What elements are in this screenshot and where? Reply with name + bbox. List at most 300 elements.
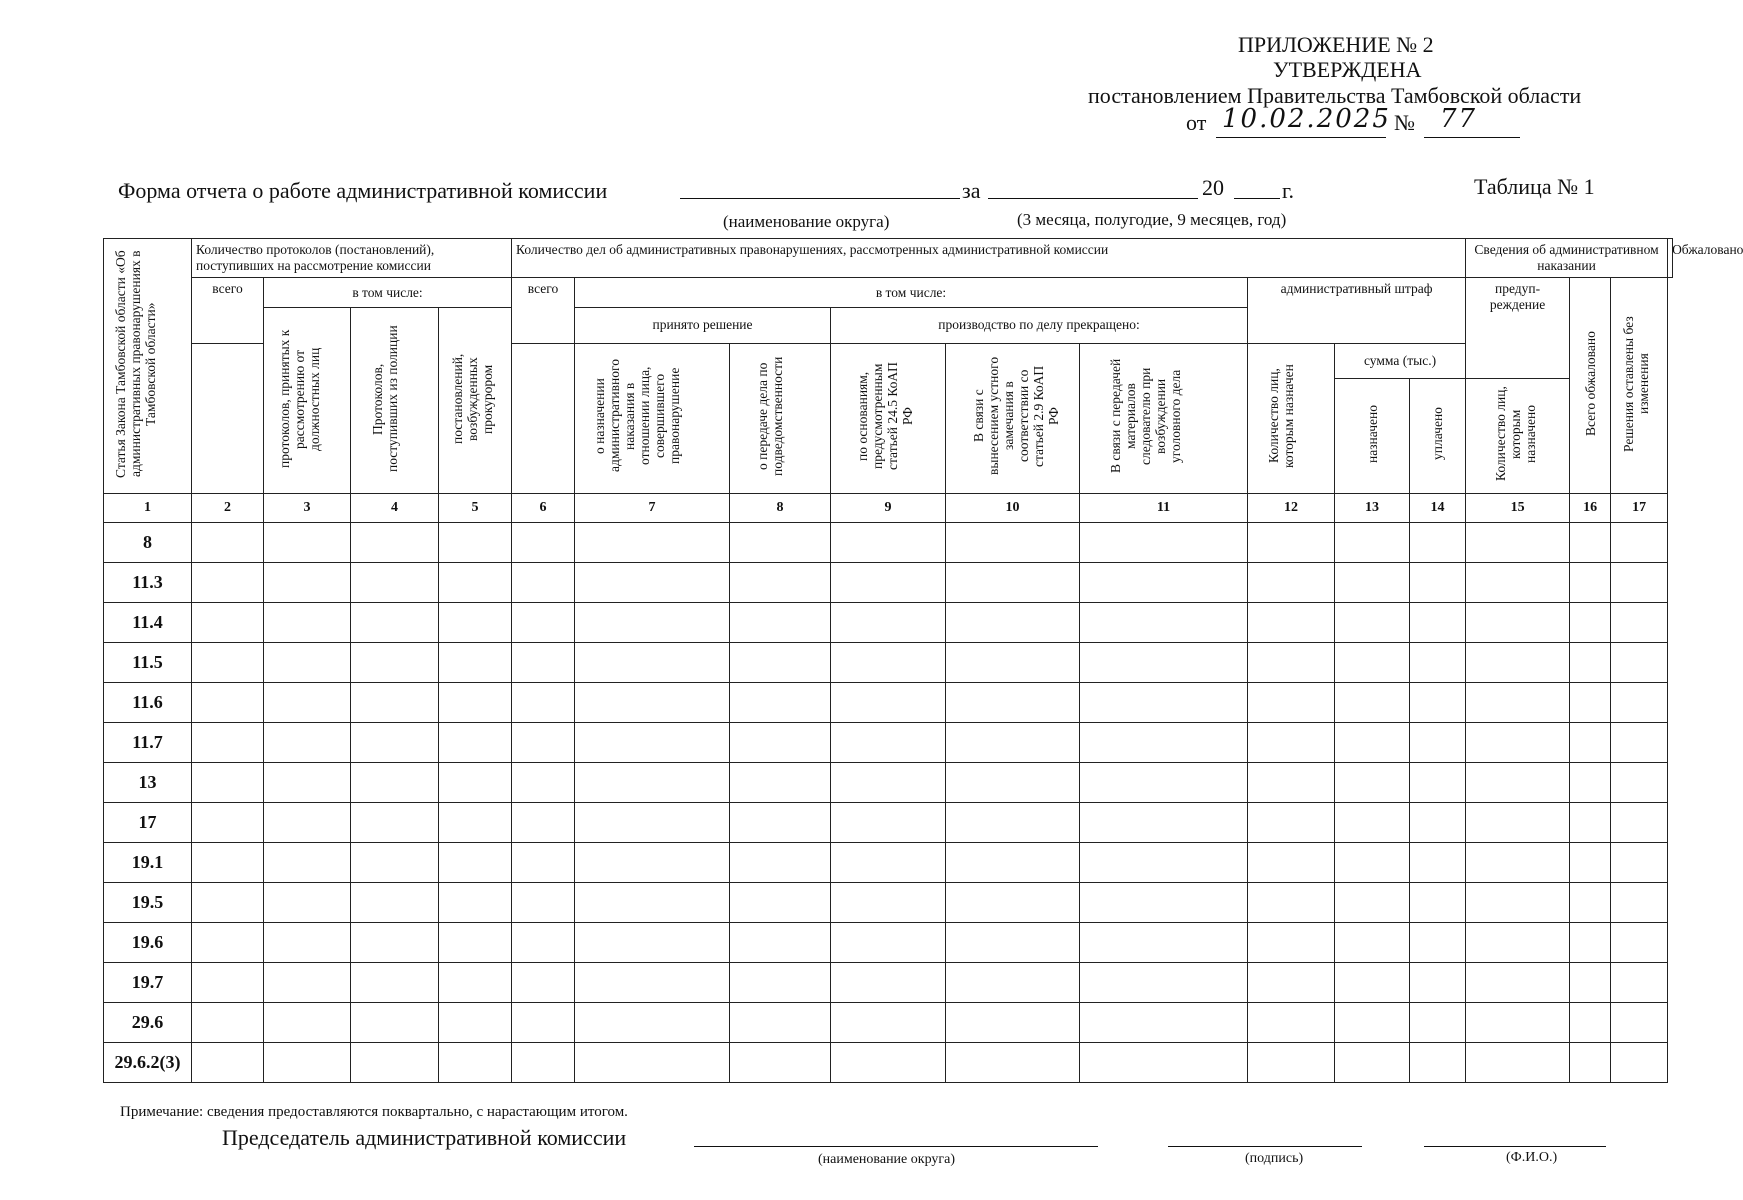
data-cell[interactable] [1466,883,1570,923]
c14-cell [1410,379,1466,494]
data-cell[interactable] [264,523,351,563]
data-cell[interactable] [1466,603,1570,643]
header-cases-group: Количество дел об административных правонарушениях, рассмотренных административной комиссии [512,239,1466,278]
header-amount: сумма (тыс.) [1335,343,1466,378]
data-cell[interactable] [439,723,512,763]
table-row [104,603,1673,643]
data-cell[interactable] [351,963,439,1003]
header-c16: Всего обжаловано [1582,331,1598,436]
data-cell[interactable] [1080,1003,1248,1043]
data-cell[interactable] [1248,683,1335,723]
data-cell[interactable] [1335,923,1410,963]
data-cell[interactable] [264,603,351,643]
data-cell[interactable] [1611,843,1668,883]
row-article-label: 29.6 [104,1003,192,1043]
data-cell[interactable] [512,603,575,643]
data-cell[interactable] [1335,723,1410,763]
data-cell[interactable] [1248,883,1335,923]
data-cell[interactable] [1611,963,1668,1003]
data-cell[interactable] [831,843,946,883]
data-cell[interactable] [831,923,946,963]
header-c15: Количество лиц, которым назначено [1492,386,1538,482]
data-cell[interactable] [512,763,575,803]
decree-text: постановлением Правительства Тамбовской области [1088,83,1582,108]
header-c14: уплачено [1430,407,1446,461]
data-cell[interactable] [512,643,575,683]
data-cell[interactable] [439,603,512,643]
data-cell[interactable] [1080,723,1248,763]
data-cell[interactable] [1570,563,1611,603]
from-label: от [1186,110,1207,135]
data-cell[interactable] [439,683,512,723]
data-cell[interactable] [512,563,575,603]
data-cell[interactable] [1080,843,1248,883]
data-cell[interactable] [351,883,439,923]
data-cell[interactable] [1611,803,1668,843]
data-cell[interactable] [1410,1043,1466,1083]
table-row [104,763,1673,803]
data-cell[interactable] [1466,563,1570,603]
data-cell[interactable] [1335,603,1410,643]
data-cell[interactable] [1080,603,1248,643]
data-cell[interactable] [1410,723,1466,763]
row-article-label: 19.1 [104,843,192,883]
chairman-district-blank[interactable] [694,1146,1098,1147]
footer-name-hint: (Ф.И.О.) [1506,1150,1558,1165]
data-cell[interactable] [351,563,439,603]
data-cell[interactable] [730,843,831,883]
table-row [104,563,1673,603]
c3-cell [264,308,351,494]
data-cell[interactable] [575,1003,730,1043]
table-row [104,803,1673,843]
data-cell[interactable] [192,643,264,683]
data-cell[interactable] [1466,763,1570,803]
data-cell[interactable] [1248,803,1335,843]
column-number: 1 [104,494,192,523]
data-cell[interactable] [1080,683,1248,723]
data-cell[interactable] [1248,1043,1335,1083]
data-cell[interactable] [1611,603,1668,643]
signature-blank[interactable] [1168,1146,1362,1147]
data-cell[interactable] [512,843,575,883]
header-c9: по основаниям, предусмотренным статьей 24.5 КоАП РФ [855,362,915,471]
header-c8: о передаче дела по подведомственности [755,356,785,476]
header-c17: Решения оставлены без изменения [1621,315,1652,452]
data-cell[interactable] [351,643,439,683]
data-cell[interactable] [1466,723,1570,763]
data-cell[interactable] [1410,603,1466,643]
data-cell[interactable] [1611,723,1668,763]
data-cell[interactable] [1466,1003,1570,1043]
data-cell[interactable] [1335,683,1410,723]
data-cell[interactable] [439,883,512,923]
data-cell[interactable] [1410,963,1466,1003]
header-total-cases: всего [512,278,575,344]
header-punishment-group: Сведения об административном наказании [1466,239,1668,278]
data-cell[interactable] [1570,763,1611,803]
data-cell[interactable] [730,1003,831,1043]
number-label: № [1394,110,1415,135]
data-cell[interactable] [946,723,1080,763]
data-cell[interactable] [351,843,439,883]
data-cell[interactable] [512,923,575,963]
data-cell[interactable] [192,523,264,563]
header-c5: постановлений, возбужденных прокурором [450,353,495,444]
data-cell[interactable] [730,723,831,763]
data-cell[interactable] [1248,603,1335,643]
data-cell[interactable] [264,883,351,923]
period-blank[interactable] [988,198,1198,199]
column-number: 13 [1335,494,1410,523]
data-cell[interactable] [1335,803,1410,843]
footer-signature-hint: (подпись) [1245,1151,1304,1166]
data-cell[interactable] [1335,563,1410,603]
data-cell[interactable] [264,763,351,803]
data-cell[interactable] [264,683,351,723]
data-cell[interactable] [831,1043,946,1083]
data-cell[interactable] [1080,923,1248,963]
data-cell[interactable] [1466,923,1570,963]
data-cell[interactable] [946,643,1080,683]
data-cell[interactable] [192,723,264,763]
data-cell[interactable] [1410,563,1466,603]
column-number: 6 [512,494,575,523]
data-cell[interactable] [439,763,512,803]
number-underline [1424,137,1520,138]
data-cell[interactable] [264,963,351,1003]
table-row [104,923,1673,963]
data-cell[interactable] [1410,643,1466,683]
data-cell[interactable] [575,723,730,763]
data-cell[interactable] [1410,803,1466,843]
data-cell[interactable] [1080,763,1248,803]
data-cell[interactable] [1611,643,1668,683]
data-cell[interactable] [1570,1043,1611,1083]
data-cell[interactable] [192,883,264,923]
data-cell[interactable] [439,963,512,1003]
data-cell[interactable] [946,803,1080,843]
data-cell[interactable] [946,843,1080,883]
data-cell[interactable] [1466,523,1570,563]
data-cell[interactable] [831,723,946,763]
footer-note: Примечание: сведения предоставляются поквартально, с нарастающим итогом. [120,1104,628,1120]
data-cell[interactable] [512,723,575,763]
data-cell[interactable] [730,1043,831,1083]
data-cell[interactable] [264,723,351,763]
data-cell[interactable] [831,603,946,643]
column-number: 14 [1410,494,1466,523]
data-cell[interactable] [1410,883,1466,923]
data-cell[interactable] [1335,883,1410,923]
data-cell[interactable] [439,643,512,683]
header-fine: административный штраф [1248,278,1466,344]
data-cell[interactable] [831,963,946,1003]
data-cell[interactable] [1410,763,1466,803]
data-cell[interactable] [1248,523,1335,563]
data-cell[interactable] [192,923,264,963]
data-cell[interactable] [1611,1043,1668,1083]
c17-cell [1611,278,1668,494]
data-cell[interactable] [512,1043,575,1083]
data-cell[interactable] [1248,843,1335,883]
data-cell[interactable] [351,923,439,963]
data-cell[interactable] [1570,963,1611,1003]
data-cell[interactable] [575,643,730,683]
data-cell[interactable] [1080,803,1248,843]
data-cell[interactable] [730,883,831,923]
data-cell[interactable] [512,683,575,723]
data-cell[interactable] [1570,723,1611,763]
for-label: за [962,178,981,203]
district-blank[interactable] [680,198,960,199]
data-cell[interactable] [946,923,1080,963]
data-cell[interactable] [946,963,1080,1003]
data-cell[interactable] [575,843,730,883]
data-cell[interactable] [946,1003,1080,1043]
column-number: 8 [730,494,831,523]
data-cell[interactable] [730,643,831,683]
data-cell[interactable] [1466,843,1570,883]
data-cell[interactable] [1080,1043,1248,1083]
data-cell[interactable] [439,803,512,843]
chairman-label: Председатель административной комиссии [222,1125,627,1150]
data-cell[interactable] [946,883,1080,923]
column-number: 3 [264,494,351,523]
data-cell[interactable] [192,1043,264,1083]
approved-label: УТВЕРЖДЕНА [1273,57,1422,82]
data-cell[interactable] [264,1043,351,1083]
c9-cell [831,343,946,493]
data-cell[interactable] [831,523,946,563]
data-cell[interactable] [512,1003,575,1043]
data-cell[interactable] [575,523,730,563]
data-cell[interactable] [1410,1003,1466,1043]
data-cell[interactable] [575,683,730,723]
data-cell[interactable] [1248,723,1335,763]
data-cell[interactable] [1570,643,1611,683]
data-cell[interactable] [946,683,1080,723]
data-cell[interactable] [1248,643,1335,683]
data-cell[interactable] [351,523,439,563]
date-underline [1216,137,1386,138]
data-cell[interactable] [192,763,264,803]
decree-date: 10.02.2025 [1222,104,1391,134]
table-row [104,723,1673,763]
data-cell[interactable] [831,883,946,923]
data-cell[interactable] [1080,883,1248,923]
header-article-cell [104,239,192,494]
column-number-row [104,494,1673,523]
data-cell[interactable] [730,563,831,603]
header-appealed-group: Обжаловано [1668,239,1673,278]
data-cell[interactable] [575,923,730,963]
data-cell[interactable] [439,1043,512,1083]
data-cell[interactable] [192,563,264,603]
data-cell[interactable] [1611,1003,1668,1043]
data-cell[interactable] [575,963,730,1003]
header-c13: назначено [1364,405,1380,463]
data-cell[interactable] [351,803,439,843]
name-blank[interactable] [1424,1146,1606,1147]
data-cell[interactable] [1248,563,1335,603]
data-cell[interactable] [351,683,439,723]
data-cell[interactable] [1248,763,1335,803]
data-cell[interactable] [1611,883,1668,923]
data-cell[interactable] [439,563,512,603]
data-cell[interactable] [439,923,512,963]
year-blank[interactable] [1234,198,1280,199]
data-cell[interactable] [1410,523,1466,563]
data-cell[interactable] [730,763,831,803]
row-article-label: 19.7 [104,963,192,1003]
data-cell[interactable] [1080,963,1248,1003]
data-cell[interactable] [1335,763,1410,803]
data-cell[interactable] [1611,763,1668,803]
c15-cell [1466,379,1570,494]
data-cell[interactable] [351,1043,439,1083]
data-cell[interactable] [1335,963,1410,1003]
data-cell[interactable] [1570,803,1611,843]
header-warning: предуп-реждение [1466,278,1570,379]
data-cell[interactable] [1570,683,1611,723]
data-cell[interactable] [575,883,730,923]
data-cell[interactable] [192,1003,264,1043]
data-cell[interactable] [946,523,1080,563]
data-cell[interactable] [1335,1043,1410,1083]
data-cell[interactable] [192,603,264,643]
c10-cell [946,343,1080,493]
year-prefix: 20 [1202,175,1224,200]
data-cell[interactable] [1466,1043,1570,1083]
row-article-label: 11.7 [104,723,192,763]
data-cell[interactable] [1570,603,1611,643]
total-protocols-body [192,343,264,493]
data-cell[interactable] [192,963,264,1003]
data-cell[interactable] [1611,523,1668,563]
data-cell[interactable] [831,563,946,603]
data-cell[interactable] [575,1043,730,1083]
data-cell[interactable] [192,803,264,843]
data-cell[interactable] [1335,523,1410,563]
data-cell[interactable] [1335,643,1410,683]
data-cell[interactable] [946,763,1080,803]
data-cell[interactable] [1570,1003,1611,1043]
column-number: 9 [831,494,946,523]
header-article: Статья Закона Тамбовской области «Об административных правонарушениях в Тамбовской области» [112,250,158,478]
data-cell[interactable] [1570,923,1611,963]
data-cell[interactable] [1611,683,1668,723]
data-cell[interactable] [831,683,946,723]
data-cell[interactable] [512,803,575,843]
data-cell[interactable] [946,563,1080,603]
data-cell[interactable] [1466,683,1570,723]
data-cell[interactable] [264,563,351,603]
data-cell[interactable] [264,803,351,843]
data-cell[interactable] [1410,683,1466,723]
period-hint: (3 месяца, полугодие, 9 месяцев, год) [1017,210,1287,229]
data-cell[interactable] [1611,923,1668,963]
data-cell[interactable] [1080,643,1248,683]
data-cell[interactable] [264,1003,351,1043]
header-c3: протоколов, принятых к рассмотрению от должностных лиц [277,329,322,468]
data-cell[interactable] [1248,963,1335,1003]
data-cell[interactable] [264,843,351,883]
c5-cell [439,308,512,494]
data-cell[interactable] [439,1003,512,1043]
data-cell[interactable] [1570,523,1611,563]
data-cell[interactable] [730,963,831,1003]
row-article-label: 8 [104,523,192,563]
data-cell[interactable] [1248,1003,1335,1043]
table-row [104,1043,1673,1083]
data-cell[interactable] [439,523,512,563]
data-cell[interactable] [575,763,730,803]
data-cell[interactable] [1570,883,1611,923]
data-cell[interactable] [1335,1003,1410,1043]
data-cell[interactable] [831,803,946,843]
data-cell[interactable] [831,1003,946,1043]
data-cell[interactable] [512,883,575,923]
data-cell[interactable] [351,603,439,643]
data-cell[interactable] [512,523,575,563]
data-cell[interactable] [730,523,831,563]
data-cell[interactable] [1248,923,1335,963]
row-article-label: 29.6.2(3) [104,1043,192,1083]
row-article-label: 11.5 [104,643,192,683]
row-article-label: 11.4 [104,603,192,643]
c7-cell [575,343,730,493]
data-cell[interactable] [439,843,512,883]
data-cell[interactable] [730,803,831,843]
data-cell[interactable] [730,683,831,723]
data-cell[interactable] [1410,843,1466,883]
column-number: 2 [192,494,264,523]
data-cell[interactable] [831,763,946,803]
table-row [104,1003,1673,1043]
data-cell[interactable] [1466,643,1570,683]
data-cell[interactable] [512,963,575,1003]
table-row [104,963,1673,1003]
data-cell[interactable] [575,563,730,603]
data-cell[interactable] [351,763,439,803]
data-cell[interactable] [351,723,439,763]
data-cell[interactable] [730,923,831,963]
data-cell[interactable] [1611,563,1668,603]
data-cell[interactable] [192,683,264,723]
data-cell[interactable] [575,603,730,643]
data-cell[interactable] [946,603,1080,643]
data-cell[interactable] [946,1043,1080,1083]
data-cell[interactable] [1570,843,1611,883]
data-cell[interactable] [1335,843,1410,883]
data-cell[interactable] [730,603,831,643]
data-cell[interactable] [264,643,351,683]
column-number: 16 [1570,494,1611,523]
data-cell[interactable] [1410,923,1466,963]
data-cell[interactable] [192,843,264,883]
data-cell[interactable] [1080,523,1248,563]
data-cell[interactable] [1466,963,1570,1003]
data-cell[interactable] [575,803,730,843]
data-cell[interactable] [351,1003,439,1043]
row-article-label: 11.6 [104,683,192,723]
column-number: 5 [439,494,512,523]
data-cell[interactable] [264,923,351,963]
data-cell[interactable] [1466,803,1570,843]
data-cell[interactable] [1080,563,1248,603]
data-cell[interactable] [831,643,946,683]
